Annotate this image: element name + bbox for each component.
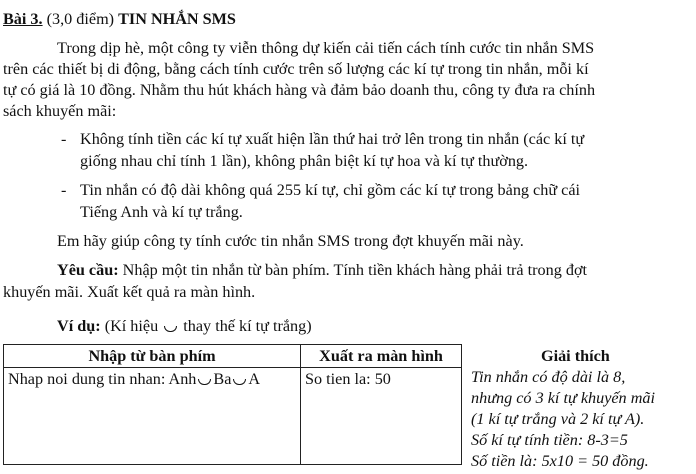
problem-title: TIN NHẮN SMS [118, 10, 236, 28]
help-line: Em hãy giúp công ty tính cước tin nhắn SMS trong đợt khuyến mãi này. [57, 232, 524, 250]
explanation-line-5: Số tiền là: 5x10 = 50 đồng. [471, 452, 649, 470]
explanation-title: Giải thích [541, 347, 610, 365]
requirement-line-2: khuyến mãi. Xuất kết quả ra màn hình. [3, 283, 256, 301]
explanation-line-2: nhưng có 3 kí tự khuyến mãi [471, 389, 655, 407]
space-symbol-icon [233, 379, 246, 385]
example-table [3, 344, 462, 465]
requirement-line-1 [57, 259, 587, 281]
bullet-1-line-2: giống nhau chỉ tính 1 lần), không phân biệt kí tự hoa và kí tự thường. [80, 152, 529, 170]
table-header-row [4, 345, 462, 368]
header-input: Nhập từ bàn phím [4, 345, 301, 368]
problem-score: (3,0 điểm) [42, 10, 119, 28]
bullet-dash-2: - [61, 181, 67, 199]
intro-line-2: trên các thiết bị di động, bằng cách tính cước trên số lượng các kí tự trong tin nhắn, mỗi kí [3, 60, 589, 78]
example-note-after: thay thế kí tự trắng) [179, 317, 312, 335]
space-symbol-icon [164, 326, 177, 332]
cell-input [4, 368, 301, 465]
input-text-part-3: A [248, 370, 261, 388]
cell-output: So tien la: 50 [301, 368, 462, 465]
bullet-2-line-2: Tiếng Anh và kí tự trắng. [80, 203, 243, 221]
table-row [4, 368, 462, 465]
intro-line-3: tự có giá là 10 đồng. Nhằm thu hút khách hàng và đảm bảo doanh thu, công ty đưa ra chính [3, 81, 596, 99]
intro-line-4: sách khuyến mãi: [3, 102, 117, 120]
example-note-before: (Kí hiệu [100, 317, 163, 335]
explanation-line-3: (1 kí tự trắng và 2 kí tự A). [471, 410, 645, 428]
bullet-1-line-1: Không tính tiền các kí tự xuất hiện lần thứ hai trở lên trong tin nhắn (các kí tự [80, 130, 585, 148]
input-text-part-2: Ba [213, 370, 232, 388]
problem-number: Bài 3. [3, 10, 43, 28]
bullet-2-line-1: Tin nhắn có độ dài không quá 255 kí tự, chỉ gồm các kí tự trong bảng chữ cái [80, 181, 581, 199]
example-line [57, 315, 312, 337]
input-text-part-1: Nhap noi dung tin nhan: Anh [8, 370, 197, 388]
explanation-line-4: Số kí tự tính tiền: 8-3=5 [471, 431, 628, 449]
intro-line-1: Trong dịp hè, một công ty viễn thông dự kiến cải tiến cách tính cước tin nhắn SMS [57, 39, 595, 57]
requirement-label: Yêu cầu: [57, 261, 119, 279]
problem-heading [3, 8, 236, 30]
requirement-text-1: Nhập một tin nhắn từ bàn phím. Tính tiền khách hàng phải trả trong đợt [118, 261, 588, 279]
explanation-line-1: Tin nhắn có độ dài là 8, [471, 368, 626, 386]
space-symbol-icon [198, 379, 211, 385]
bullet-dash-1: - [61, 130, 67, 148]
example-label: Ví dụ: [57, 317, 101, 335]
header-output: Xuất ra màn hình [301, 345, 462, 368]
